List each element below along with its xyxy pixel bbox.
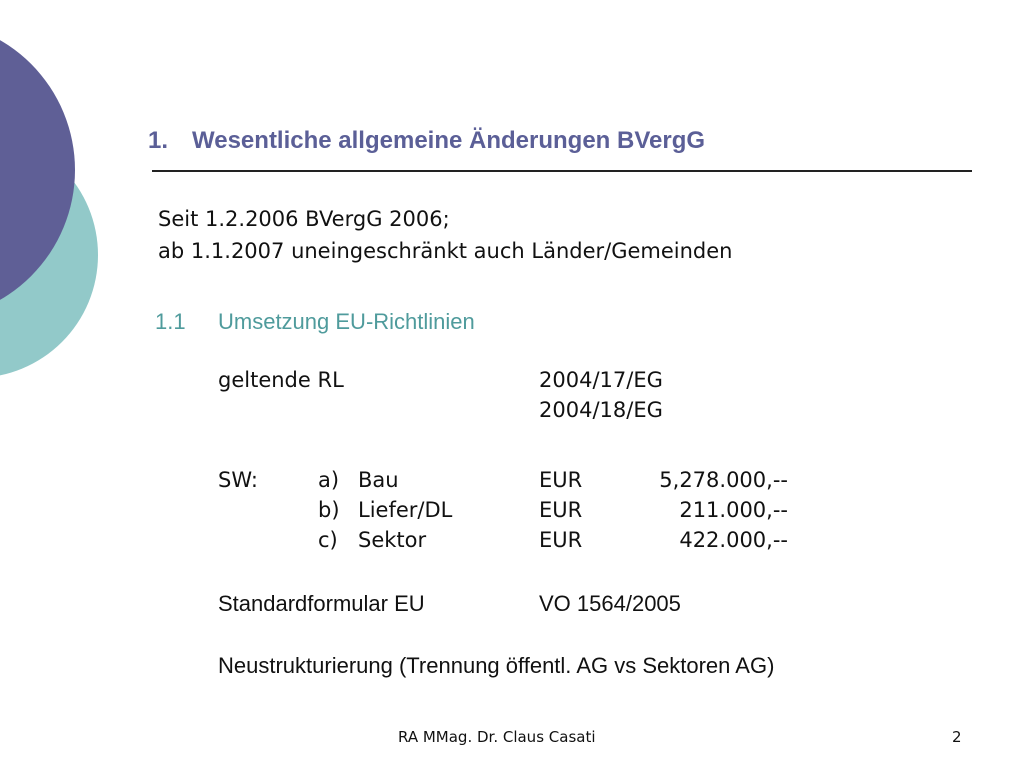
rl-label: geltende RL [218, 368, 344, 392]
standardformular-label: Standardformular EU [218, 591, 425, 616]
sw-row-c-name: Sektor [358, 528, 427, 552]
sw-row-a-amount: 5,278.000,-- [659, 468, 788, 492]
sw-row-b-amount: 211.000,-- [679, 498, 788, 522]
title-number: 1. [148, 127, 169, 154]
sw-label: SW: [218, 468, 258, 492]
rl-value-2: 2004/18/EG [539, 398, 663, 422]
section-heading: Umsetzung EU-Richtlinien [218, 309, 475, 334]
page-number: 2 [952, 728, 962, 746]
slide-title [148, 127, 705, 155]
sw-row-b-currency: EUR [539, 498, 583, 522]
sw-row-b-letter: b) [318, 498, 340, 522]
intro-line-2: ab 1.1.2007 uneingeschränkt auch Länder/Gemeinden [158, 239, 733, 263]
title-text: Wesentliche allgemeine Änderungen BVergG [192, 127, 706, 154]
footer-author: RA MMag. Dr. Claus Casati [398, 728, 596, 746]
neustrukturierung-text: Neustrukturierung (Trennung öffentl. AG vs Sektoren AG) [218, 653, 775, 678]
standardformular-value: VO 1564/2005 [539, 591, 681, 616]
sw-row-c-currency: EUR [539, 528, 583, 552]
sw-row-c-amount: 422.000,-- [679, 528, 788, 552]
title-underline [152, 170, 972, 172]
intro-line-1: Seit 1.2.2006 BVergG 2006; [158, 207, 450, 231]
sw-row-a-name: Bau [358, 468, 399, 492]
section-number: 1.1 [155, 309, 186, 334]
decorative-circles [0, 0, 120, 420]
sw-row-c-letter: c) [318, 528, 338, 552]
sw-row-a-currency: EUR [539, 468, 583, 492]
rl-value-1: 2004/17/EG [539, 368, 663, 392]
sw-row-a-letter: a) [318, 468, 340, 492]
sw-row-b-name: Liefer/DL [358, 498, 453, 522]
